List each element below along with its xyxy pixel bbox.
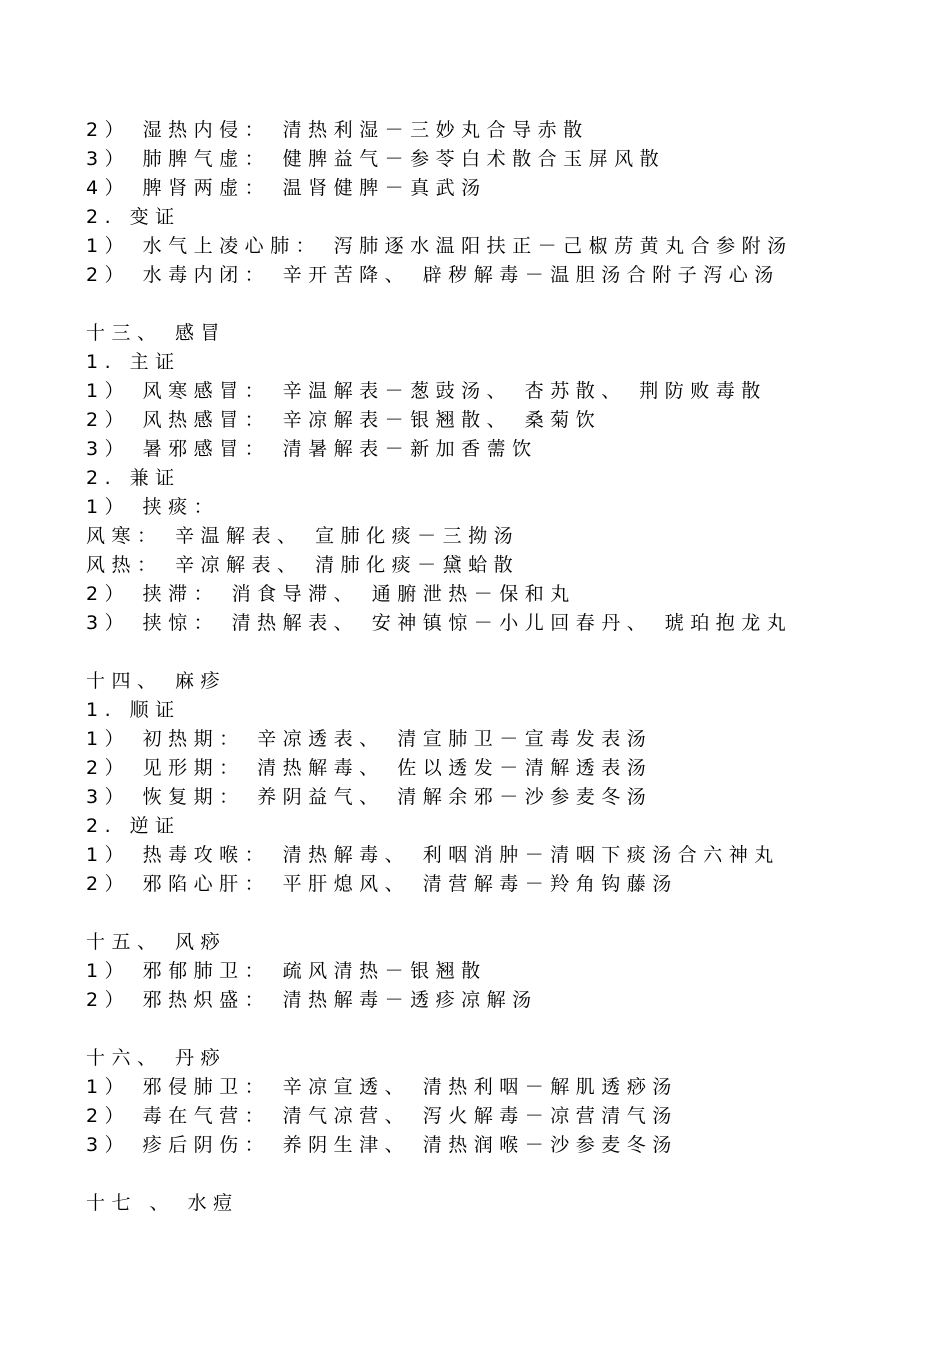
text-line: 2） 见形期： 清热解毒、 佐以透发－清解透表汤 bbox=[86, 757, 653, 779]
text-line: 3） 疹后阴伤： 养阴生津、 清热润喉－沙参麦冬汤 bbox=[86, 1134, 678, 1156]
text-line: 1） 邪侵肺卫： 辛凉宣透、 清热利咽－解肌透痧汤 bbox=[86, 1076, 678, 1098]
text-line: 1） 初热期： 辛凉透表、 清宣肺卫－宣毒发表汤 bbox=[86, 728, 653, 750]
blank-line bbox=[86, 290, 906, 319]
text-line: 2） 邪热炽盛： 清热解毒－透疹凉解汤 bbox=[86, 989, 538, 1011]
section-heading: 十五、 风痧 bbox=[86, 931, 227, 953]
text-line: 2） 挟滞： 消食导滞、 通腑泄热－保和丸 bbox=[86, 583, 576, 605]
blank-line bbox=[86, 1160, 906, 1189]
text-line: 1） 水气上凌心肺： 泻肺逐水温阳扶正－己椒苈黄丸合参附汤 bbox=[86, 235, 793, 257]
subsection-heading: 1. 主证 bbox=[86, 351, 181, 373]
text-line: 3） 恢复期： 养阴益气、 清解余邪－沙参麦冬汤 bbox=[86, 786, 653, 808]
subsection-heading: 2. 兼证 bbox=[86, 467, 181, 489]
text-line: 1） 挟痰： bbox=[86, 496, 220, 518]
text-line: 3） 暑邪感冒： 清暑解表－新加香薷饮 bbox=[86, 438, 538, 460]
text-line: 2） 水毒内闭： 辛开苦降、 辟秽解毒－温胆汤合附子泻心汤 bbox=[86, 264, 780, 286]
subsection-heading: 1. 顺证 bbox=[86, 699, 181, 721]
subsection-heading: 2. 逆证 bbox=[86, 815, 181, 837]
text-line: 1） 邪郁肺卫： 疏风清热－银翘散 bbox=[86, 960, 487, 982]
text-line: 2） 毒在气营： 清气凉营、 泻火解毒－凉营清气汤 bbox=[86, 1105, 678, 1127]
text-line: 3） 挟惊： 清热解表、 安神镇惊－小儿回春丹、 琥珀抱龙丸 bbox=[86, 612, 793, 634]
text-line: 3） 肺脾气虚： 健脾益气－参苓白术散合玉屏风散 bbox=[86, 148, 666, 170]
text-line: 2） 邪陷心肝： 平肝熄风、 清营解毒－羚角钩藤汤 bbox=[86, 873, 678, 895]
section-heading: 十六、 丹痧 bbox=[86, 1047, 227, 1069]
text-line: 风寒： 辛温解表、 宣肺化痰－三拗汤 bbox=[86, 525, 520, 547]
text-line: 风热： 辛凉解表、 清肺化痰－黛蛤散 bbox=[86, 554, 520, 576]
text-line: 4） 脾肾两虚： 温肾健脾－真武汤 bbox=[86, 177, 487, 199]
blank-line bbox=[86, 899, 906, 928]
text-line: 1） 风寒感冒： 辛温解表－葱豉汤、 杏苏散、 荆防败毒散 bbox=[86, 380, 767, 402]
section-heading: 十七 、 水痘 bbox=[86, 1192, 239, 1214]
subsection-heading: 2. 变证 bbox=[86, 206, 181, 228]
text-line: 2） 湿热内侵： 清热利湿－三妙丸合导赤散 bbox=[86, 119, 589, 141]
document-page bbox=[86, 116, 906, 1218]
text-line: 2） 风热感冒： 辛凉解表－银翘散、 桑菊饮 bbox=[86, 409, 602, 431]
blank-line bbox=[86, 1015, 906, 1044]
section-heading: 十四、 麻疹 bbox=[86, 670, 227, 692]
section-heading: 十三、 感冒 bbox=[86, 322, 227, 344]
blank-line bbox=[86, 638, 906, 667]
text-line: 1） 热毒攻喉： 清热解毒、 利咽消肿－清咽下痰汤合六神丸 bbox=[86, 844, 780, 866]
